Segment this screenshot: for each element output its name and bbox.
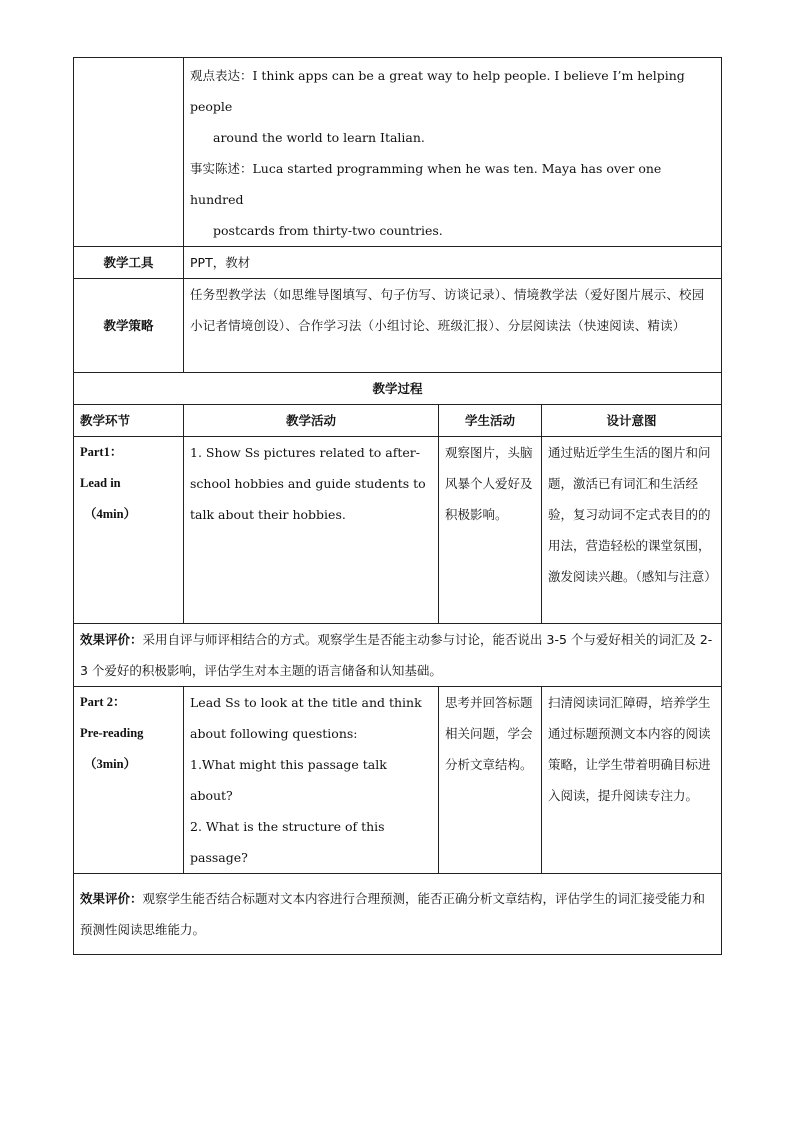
opinion-line: 观点表达：I think apps can be a great way to help people. I believe I’m helping people (190, 68, 685, 114)
opinion-line-cont: around the world to learn Italian. (213, 130, 425, 145)
part1-row (74, 437, 722, 624)
part2-student: 思考并回答标题相关问题，学会分析文章结构。 (439, 687, 542, 874)
part2-stage-time: （3min） (84, 757, 137, 771)
part2-stage-name: Pre-reading (80, 726, 144, 740)
eval2-label: 效果评价： (80, 891, 143, 906)
eval1-cell (74, 624, 722, 687)
column-header-row (74, 405, 722, 437)
eval1-row (74, 624, 722, 687)
lesson-plan-table (73, 57, 722, 955)
part1-stage-name: Lead in (80, 476, 121, 490)
part1-stage (74, 437, 184, 624)
part1-intent: 通过贴近学生生活的图片和问题，激活已有词汇和生活经验，复习动词不定式表目的的用法，营造轻松的课堂氛围，激发阅读兴趣。（感知与注意） (542, 437, 722, 624)
tools-value: PPT，教材 (184, 247, 722, 279)
part1-stage-time: （4min） (84, 507, 137, 521)
strategy-value: 任务型教学法（如思维导图填写、句子仿写、访谈记录）、情境教学法（爱好图片展示、校园小记者情境创设）、合作学习法（小组讨论、班级汇报）、分层阅读法（快速阅读、精读） (184, 279, 722, 373)
col-intent-header: 设计意图 (542, 405, 722, 437)
col-activity-header: 教学活动 (184, 405, 439, 437)
tools-row (74, 247, 722, 279)
part2-row (74, 687, 722, 874)
strategy-row (74, 279, 722, 373)
col-student-header: 学生活动 (439, 405, 542, 437)
process-title: 教学过程 (74, 373, 722, 405)
part2-intent: 扫清阅读词汇障碍，培养学生通过标题预测文本内容的阅读策略，让学生带着明确目标进入阅读，提升阅读专注力。 (542, 687, 722, 874)
part2-activity-line3: 2. What is the structure of this passage? (190, 819, 385, 865)
fact-line-cont: postcards from thirty-two countries. (213, 223, 443, 238)
part1-activity: 1. Show Ss pictures related to after-school hobbies and guide students to talk about their hobbies. (184, 437, 439, 624)
part2-activity-line2: 1.What might this passage talk about? (190, 757, 387, 803)
col-stage-header: 教学环节 (74, 405, 184, 437)
part2-activity (184, 687, 439, 874)
part2-stage-title: Part 2： (80, 695, 126, 709)
eval1-text: 采用自评与师评相结合的方式。观察学生是否能主动参与讨论，能否说出 3-5 个与爱好相关的词汇及 2-3 个爱好的积极影响，评估学生对本主题的语言储备和认知基础。 (80, 632, 713, 678)
strategy-label: 教学策略 (74, 279, 184, 373)
eval1-label: 效果评价： (80, 632, 143, 647)
fact-line: 事实陈述：Luca started programming when he was ten. Maya has over one hundred (190, 161, 662, 207)
process-title-row (74, 373, 722, 405)
eval2-row (74, 874, 722, 955)
eval2-cell (74, 874, 722, 955)
part2-activity-line1: Lead Ss to look at the title and think about following questions: (190, 695, 422, 741)
intro-content-cell (184, 58, 722, 247)
part2-stage (74, 687, 184, 874)
tools-label: 教学工具 (74, 247, 184, 279)
part1-stage-title: Part1： (80, 445, 123, 459)
intro-label-cell (74, 58, 184, 247)
part1-student: 观察图片，头脑风暴个人爱好及积极影响。 (439, 437, 542, 624)
intro-row (74, 58, 722, 247)
eval2-text: 观察学生能否结合标题对文本内容进行合理预测，能否正确分析文章结构，评估学生的词汇接受能力和预测性阅读思维能力。 (80, 891, 706, 937)
